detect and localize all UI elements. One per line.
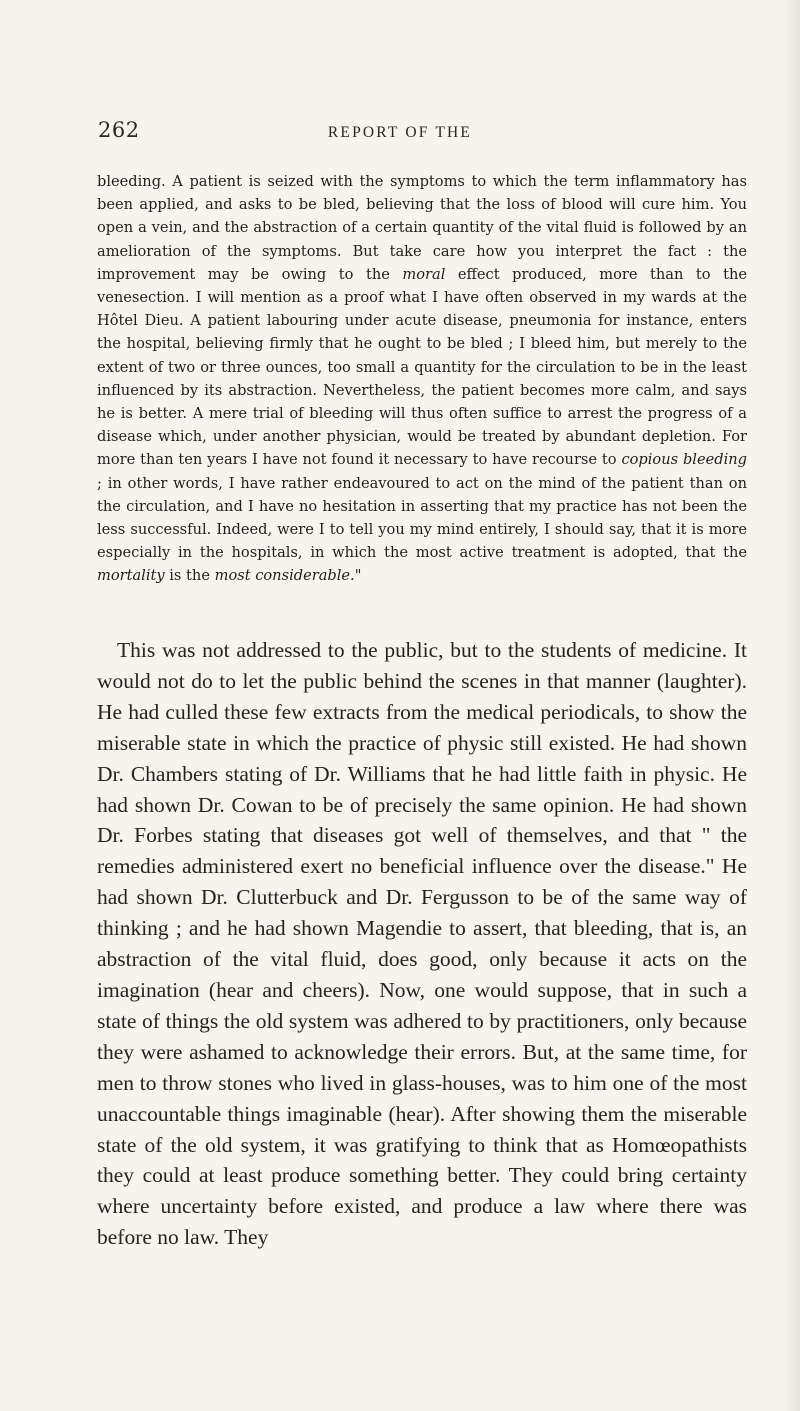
quote-closing-mark: " [354,567,362,585]
page-edge-shadow [782,0,800,1411]
quote-text: ; in other words, I have rather endeavoured to act on the mind of the patient than on the circulation, and I have no hesitation in asserting that my practice has not been the less successful. Indeed, were I to tell you my mind entirely, I should say, that it is more especially in the hospitals, in which the most active treatment is adopted, that the [97,474,747,562]
quote-italic: copious bleeding [621,451,747,469]
quoted-passage [97,170,747,588]
quote-italic: mortality [97,567,165,585]
running-head: REPORT OF THE [327,124,473,141]
quote-italic: most considerable. [214,567,355,585]
quote-text: effect produced, more than to the venesection. I will mention as a proof what I have often observed in my wards at the Hôtel Dieu. A patient labouring under acute disease, pneumonia for instance, enters the hospital, believing firmly that he ought to be bled ; I bleed him, but merely to the extent of two or three ounces, too small a quantity for the circulation to be in the least influenced by its abstraction. Nevertheless, the patient becomes more calm, and says he is better. A mere trial of bleeding will thus often suffice to arrest the progress of a disease which, under another physician, would be treated by abundant depletion. For more than ten years I have not found it necessary to have recourse to [97,265,747,469]
page-number: 262 [98,118,140,142]
quote-italic: moral [402,265,446,283]
body-paragraph: This was not addressed to the public, but to the students of medicine. It would not do to let the public behind the scenes in that manner (laughter). He had culled these few extracts from the medical periodicals, to show the miserable state in which the practice of physic still existed. He had shown Dr. Chambers stating of Dr. Williams that he had little faith in physic. He had shown Dr. Cowan to be of precisely the same opinion. He had shown Dr. Forbes stating that diseases got well of themselves, and that " the remedies administered exert no beneficial influence over the disease." He had shown Dr. Clutterbuck and Dr. Fergusson to be of the same way of thinking ; and he had shown Magendie to assert, that bleeding, that is, an abstraction of the vital fluid, does good, only because it acts on the imagination (hear and cheers). Now, one would suppose, that in such a state of things the old system was adhered to by practitioners, only because they were ashamed to acknowledge their errors. But, at the same time, for men to throw stones who lived in glass-houses, was to him one of the most unaccountable things imaginable (hear). After showing them the miserable state of the old system, it was gratifying to think that as Homœopathists they could at least produce something better. They could bring certainty where uncertainty before existed, and produce a law where there was before no law. They [97,638,747,1250]
quote-text: is the [164,567,215,585]
quote-text: bleeding. A patient is seized with the symptoms to which the term inflammatory has been applied, and asks to be bled, believing that the loss of blood will cure him. You open a vein, and the abstraction of a certain quantity of the vital fluid is followed by an amelioration of the symptoms. But take care how you interpret the fact : the improvement may be owing to the [97,173,747,283]
